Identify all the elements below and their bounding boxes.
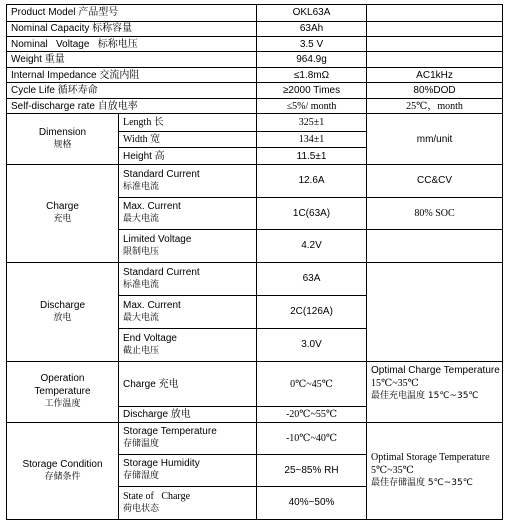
storage-soc-label [119,486,257,519]
discharge-standard-label [119,262,257,295]
charge-max-note: 80% SOC [367,197,503,229]
row-self-discharge [7,98,503,113]
charge-limited-label-en: Limited Voltage [123,233,192,245]
self-discharge-note: 25℃，month [367,98,503,113]
width-value: 134±1 [257,131,367,148]
capacity-label: Nominal Capacity 标称容量 [7,21,257,36]
charge-limited-label-cn: 限制电压 [123,246,160,257]
charge-limited-note [367,229,503,262]
discharge-end-label-en: End Voltage [123,332,177,344]
storage-humidity-label [119,454,257,486]
voltage-note [367,36,503,51]
storage-soc-label-cn: 荷电状态 [123,503,160,514]
row-charge-standard [7,164,503,197]
operation-note-en: Optimal Charge Temperature [371,364,500,376]
row-length [7,114,503,132]
height-value: 11.5±1 [257,148,367,165]
charge-limited-label [119,229,257,262]
cycle-value: ≥2000 Times [257,83,367,98]
discharge-max-label-en: Max. Current [123,299,181,311]
weight-note [367,52,503,67]
row-impedance [7,67,503,82]
dimension-group-en: Dimension [38,127,87,139]
discharge-group [7,262,119,361]
model-value: OKL63A [257,5,367,22]
capacity-note [367,21,503,36]
storage-soc-value: 40%~50% [257,486,367,519]
impedance-label: Internal Impedance 交流内阻 [7,67,257,82]
storage-group-cn: 存储条件 [44,471,81,482]
storage-note-range: 5℃~35℃ [371,465,414,477]
impedance-value: ≤1.8mΩ [257,67,367,82]
storage-temperature-label-en: Storage Temperature [123,426,217,438]
dimension-group-cn: 规格 [53,140,72,151]
storage-humidity-value: 25~85% RH [257,454,367,486]
storage-note-cn: 最佳存储温度 5℃~35℃ [371,478,473,489]
length-value: 325±1 [257,114,367,132]
operation-note [367,361,503,422]
impedance-note: AC1kHz [367,67,503,82]
charge-max-label-en: Max. Current [123,201,181,213]
self-discharge-value: ≤5%/ month [257,98,367,113]
discharge-end-label [119,328,257,361]
charge-group-en: Charge [46,201,79,213]
storage-group-en: Storage Condition [22,458,103,470]
dimension-group [7,114,119,165]
voltage-value: 3.5 V [257,36,367,51]
discharge-max-label [119,295,257,328]
discharge-standard-label-cn: 标准电流 [123,279,160,290]
discharge-group-en: Discharge [39,299,86,311]
storage-temperature-label [119,422,257,454]
discharge-max-value: 2C(126A) [257,295,367,328]
storage-humidity-label-en: Storage Humidity [123,458,200,470]
charge-standard-label-cn: 标准电流 [123,181,160,192]
operation-discharge-label: Discharge 放电 [119,407,257,422]
storage-group [7,422,119,519]
charge-standard-label-en: Standard Current [123,168,200,180]
operation-group-en2: Temperature [34,386,91,398]
row-weight [7,52,503,67]
voltage-label: Nominal Voltage 标称电压 [7,36,257,51]
discharge-end-value: 3.0V [257,328,367,361]
height-label: Height 高 [119,148,257,165]
charge-max-value: 1C(63A) [257,197,367,229]
model-note [367,5,503,22]
discharge-note [367,262,503,361]
weight-value: 964.9g [257,52,367,67]
row-cycle [7,83,503,98]
width-label: Width 宽 [119,131,257,148]
row-voltage [7,36,503,51]
charge-group-cn: 充电 [53,214,72,225]
charge-group [7,164,119,262]
operation-note-range: 15℃~35℃ [371,377,419,389]
charge-standard-value: 12.6A [257,164,367,197]
discharge-max-label-cn: 最大电流 [123,312,160,323]
operation-group [7,361,119,422]
row-operation-charge [7,361,503,406]
storage-temperature-value: -10℃~40℃ [257,422,367,454]
spec-table [6,4,503,520]
row-discharge-standard [7,262,503,295]
length-label: Length 长 [119,114,257,132]
self-discharge-label: Self-discharge rate 自放电率 [7,98,257,113]
model-label: Product Model 产品型号 [7,5,257,22]
storage-temperature-label-cn: 存储温度 [123,439,160,450]
storage-humidity-label-cn: 存储湿度 [123,471,160,482]
cycle-note: 80%DOD [367,83,503,98]
discharge-standard-label-en: Standard Current [123,266,200,278]
operation-group-cn: 工作温度 [44,399,81,410]
operation-discharge-value: -20℃~55℃ [257,407,367,422]
charge-max-label-cn: 最大电流 [123,214,160,225]
row-model [7,5,503,22]
charge-standard-note: CC&CV [367,164,503,197]
row-capacity [7,21,503,36]
row-storage-temperature [7,422,503,454]
operation-charge-label: Charge 充电 [119,361,257,406]
cycle-label: Cycle Life 循环寿命 [7,83,257,98]
operation-group-en1: Operation [40,373,85,385]
discharge-end-label-cn: 截止电压 [123,345,160,356]
charge-standard-label [119,164,257,197]
storage-note [367,422,503,519]
discharge-standard-value: 63A [257,262,367,295]
charge-max-label [119,197,257,229]
operation-note-cn: 最佳充电温度 15℃~35℃ [371,390,479,401]
capacity-value: 63Ah [257,21,367,36]
dimension-unit: mm/unit [367,114,503,165]
charge-limited-value: 4.2V [257,229,367,262]
storage-soc-label-en: State of Charge [123,490,191,502]
weight-label: Weight 重量 [7,52,257,67]
discharge-group-cn: 放电 [53,312,72,323]
operation-charge-value: 0℃~45℃ [257,361,367,406]
storage-note-en: Optimal Storage Temperature [371,452,490,464]
